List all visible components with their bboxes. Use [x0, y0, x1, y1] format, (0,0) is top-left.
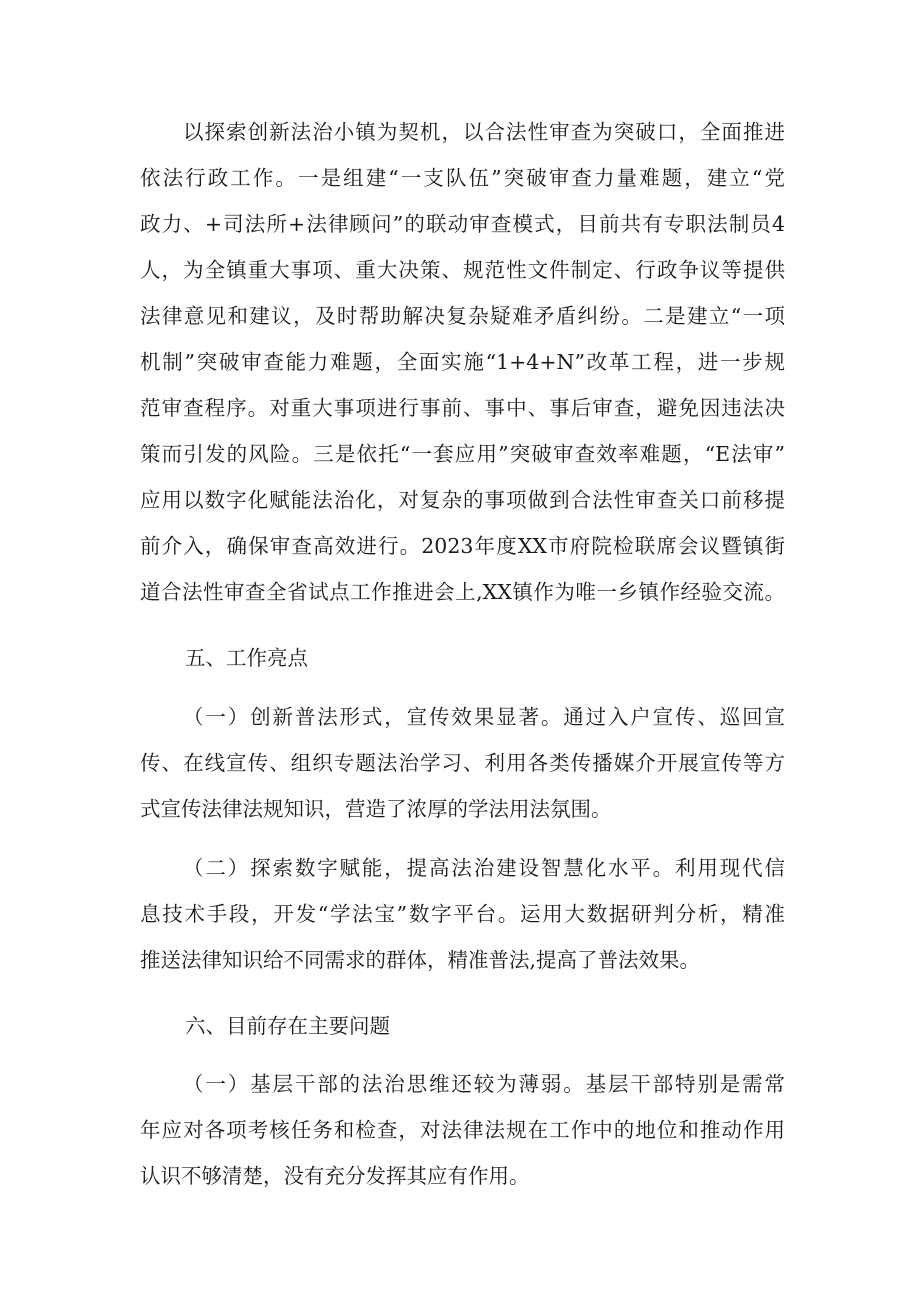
paragraph-line: 推送法律知识给不同需求的群体，精准普法,提高了普法效果。 — [140, 948, 701, 972]
paragraph-line: 传、在线宣传、组织专题法治学习、利用各类传播媒介开展宣传等方 — [140, 751, 785, 775]
paragraph-line: （一）创新普法形式，宣传效果显著。通过入户宣传、巡回宣 — [183, 705, 785, 729]
paragraph-line: 人，为全镇重大事项、重大决策、规范性文件制定、行政争议等提供 — [140, 258, 785, 282]
paragraph-line: 道合法性审查全省试点工作推进会上,XX镇作为唯一乡镇作经验交流。 — [140, 580, 785, 604]
section-heading-5: 五、工作亮点 — [185, 646, 308, 670]
paragraph-line: 范审查程序。对重大事项进行事前、事中、事后审查，避免因违法决 — [140, 396, 785, 420]
paragraph-line: 依法行政工作。一是组建“一支队伍”突破审查力量难题，建立“党 — [140, 166, 785, 190]
paragraph-line: （一）基层干部的法治思维还较为薄弱。基层干部特别是需常 — [183, 1072, 785, 1096]
paragraph-line: 认识不够清楚，没有充分发挥其应有作用。 — [140, 1164, 530, 1188]
paragraph-line: 策而引发的风险。三是依托“一套应用”突破审查效率难题，“E法审” — [140, 442, 785, 466]
paragraph-line: 前介入，确保审查高效进行。2023年度XX市府院检联席会议暨镇街 — [140, 534, 785, 558]
paragraph-line: 年应对各项考核任务和检查，对法律法规在工作中的地位和推动作用 — [140, 1118, 785, 1142]
paragraph-line: （二）探索数字赋能，提高法治建设智慧化水平。利用现代信 — [183, 856, 785, 880]
paragraph-line: 应用以数字化赋能法治化，对复杂的事项做到合法性审查关口前移提 — [140, 488, 785, 512]
paragraph-line: 法律意见和建议，及时帮助解决复杂疑难矛盾纠纷。二是建立“一项 — [140, 304, 785, 328]
paragraph-line: 机制”突破审查能力难题，全面实施“1+4+N”改革工程，进一步规 — [140, 350, 785, 374]
section-heading-6: 六、目前存在主要问题 — [185, 1014, 390, 1038]
paragraph-line: 政力、+司法所+法律顾问”的联动审查模式，目前共有专职法制员4 — [140, 212, 785, 236]
paragraph-line: 以探索创新法治小镇为契机，以合法性审查为突破口，全面推进 — [183, 120, 785, 144]
paragraph-line: 式宣传法律法规知识，营造了浓厚的学法用法氛围。 — [140, 797, 612, 821]
paragraph-line: 息技术手段，开发“学法宝”数字平台。运用大数据研判分析，精准 — [140, 902, 785, 926]
